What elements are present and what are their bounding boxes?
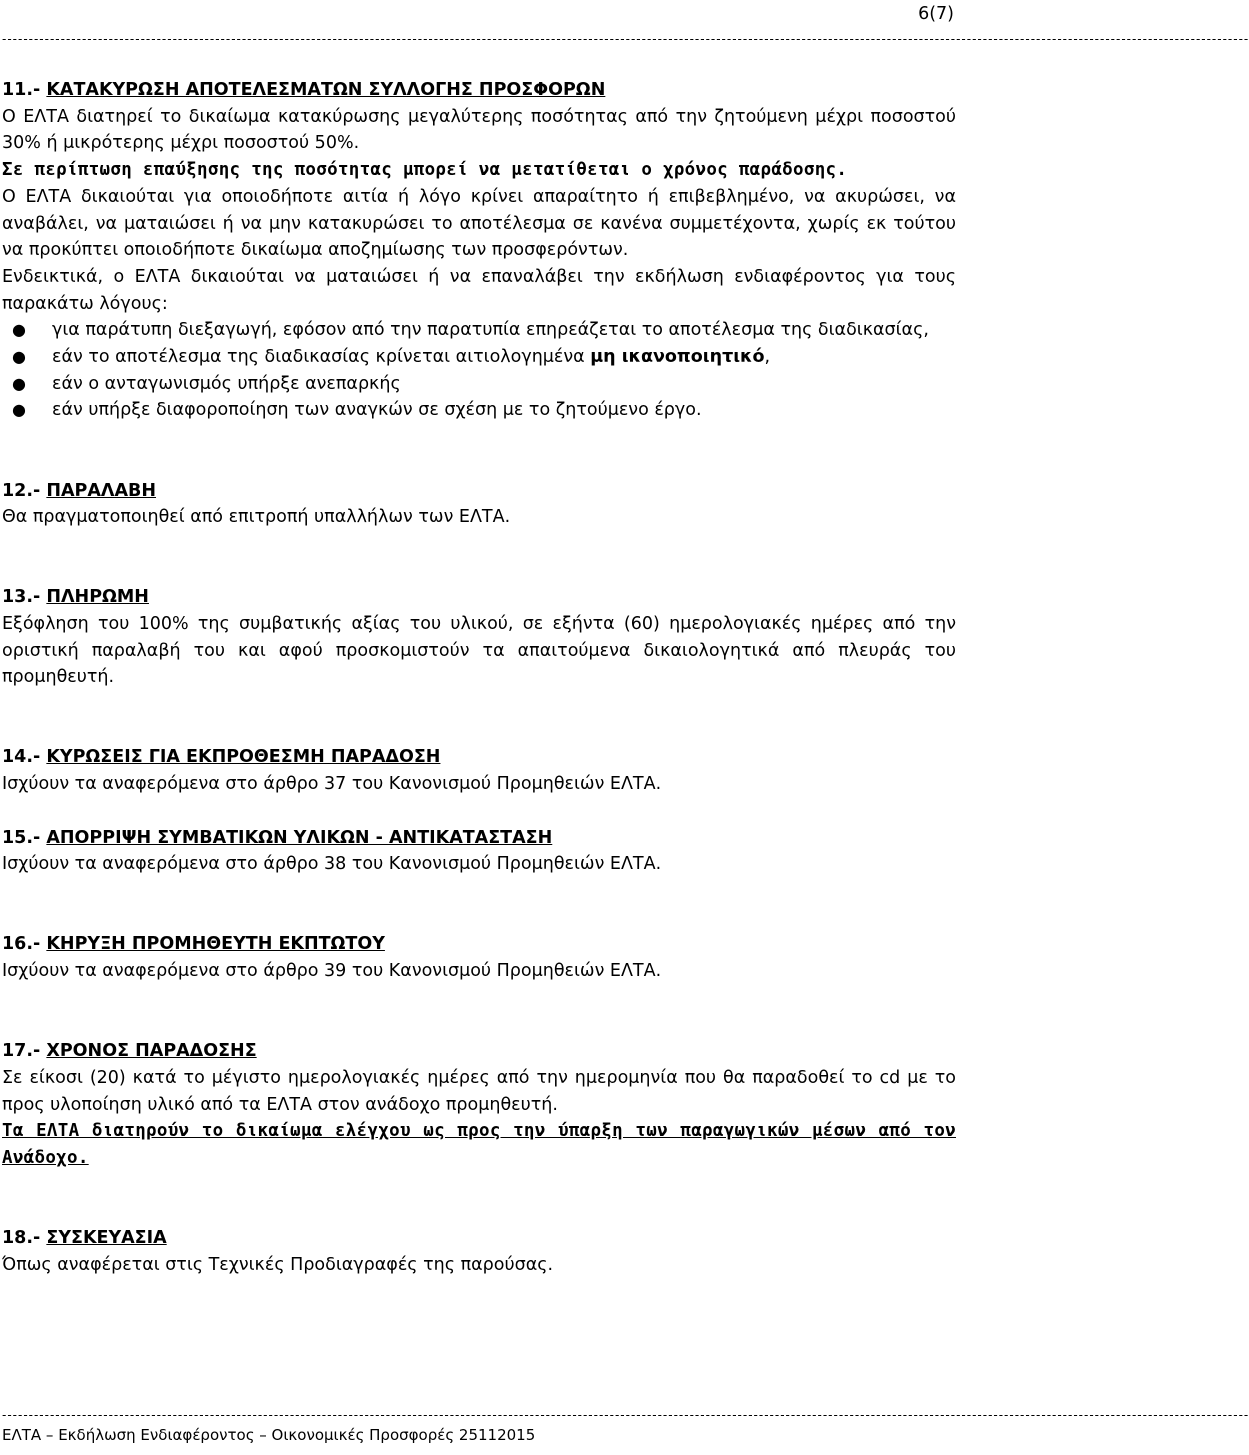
list-item-text: για παράτυπη διεξαγωγή, εφόσον από την παρατυπία επηρεάζεται το αποτέλεσμα της διαδικασίας, — [52, 320, 929, 341]
section-number: 15.- — [2, 827, 41, 848]
list-item-text: εάν ο ανταγωνισμός υπήρξε ανεπαρκής — [52, 373, 401, 394]
paragraph: Εξόφληση του 100% της συμβατικής αξίας του υλικού, σε εξήντα (60) ημερολογιακές ημέρες από την οριστική παραλαβή του και αφού προσκομιστούν τα απαιτούμενα δικαιολογητικά από πλευράς του προμηθευτή. — [2, 614, 956, 688]
section-16 — [2, 931, 956, 984]
reasons-list — [2, 317, 956, 424]
paragraph: Ο ΕΛΤΑ διατηρεί το δικαίωμα κατακύρωσης μεγαλύτερης ποσότητας από την ζητούμενη μέχρι ποσοστού 30% ή μικρότερης μέχρι ποσοστού 50%. — [2, 106, 956, 154]
paragraph-bold-underlined: Τα ΕΛΤΑ διατηρούν το δικαίωμα ελέγχου ως προς την ύπαρξη των παραγωγικών μέσων από τον Ανάδοχο. — [2, 1121, 956, 1168]
bullet-icon: ● — [12, 373, 26, 393]
bullet-icon: ● — [12, 347, 26, 367]
list-item-text: εάν το αποτέλεσμα της διαδικασίας κρίνεται αιτιολογημένα — [52, 347, 591, 368]
paragraph: Ισχύουν τα αναφερόμενα στο άρθρο 39 του Κανονισμού Προμηθειών ΕΛΤΑ. — [2, 961, 662, 982]
section-15-heading — [2, 825, 956, 852]
list-item — [2, 371, 956, 398]
section-number: 17.- — [2, 1041, 41, 1062]
paragraph: Ο ΕΛΤΑ δικαιούται για οποιοδήποτε αιτία ή λόγο κρίνει απαραίτητο ή επιβεβλημένο, να ακυρώσει, να αναβάλει, να ματαιώσει ή να μην κατακυρώσει το αποτέλεσμα σε κανένα συμμετέχοντα, χωρίς εκ τούτου να προκύπτει οποιοδήποτε δικαίωμα αποζημίωσης των προσφερόντων. — [2, 186, 956, 261]
paragraph: Ισχύουν τα αναφερόμενα στο άρθρο 38 του Κανονισμού Προμηθειών ΕΛΤΑ. — [2, 854, 662, 875]
section-title: ΚΗΡΥΞΗ ΠΡΟΜΗΘΕΥΤΗ ΕΚΠΤΩΤΟΥ — [46, 934, 385, 955]
list-item-text: , — [764, 347, 771, 368]
section-11 — [2, 77, 956, 424]
section-16-heading — [2, 931, 956, 958]
section-15 — [2, 825, 956, 878]
section-title: ΠΑΡΑΛΑΒΗ — [46, 480, 156, 501]
list-item-text: εάν υπήρξε διαφοροποίηση των αναγκών σε σχέση με το ζητούμενο έργο. — [52, 400, 702, 421]
section-title: ΣΥΣΚΕΥΑΣΙΑ — [46, 1228, 167, 1249]
footer-text: ΕΛΤΑ – Εκδήλωση Ενδιαφέροντος – Οικονομικές Προσφορές 25112015 — [2, 1426, 536, 1444]
section-number: 12.- — [2, 480, 41, 501]
section-14 — [2, 744, 956, 797]
section-13-heading — [2, 584, 956, 611]
paragraph-bold: Σε περίπτωση επαύξησης της ποσότητας μπορεί να μετατίθεται ο χρόνος παράδοσης. — [2, 160, 848, 181]
section-17 — [2, 1038, 956, 1172]
section-18 — [2, 1225, 956, 1278]
list-item — [2, 344, 956, 371]
section-number: 11.- — [2, 80, 41, 100]
section-11-heading — [2, 77, 956, 104]
section-13 — [2, 584, 956, 691]
bullet-icon: ● — [12, 320, 26, 340]
section-number: 18.- — [2, 1228, 41, 1249]
bullet-icon: ● — [12, 400, 26, 420]
section-title: ΚΥΡΩΣΕΙΣ ΓΙΑ ΕΚΠΡΟΘΕΣΜΗ ΠΑΡΑΔΟΣΗ — [46, 747, 441, 768]
section-number: 14.- — [2, 747, 41, 768]
paragraph: Σε είκοσι (20) κατά το μέγιστο ημερολογιακές ημέρες από την ημερομηνία που θα παραδοθεί το cd με το προς υλοποίηση υλικό από τα ΕΛΤΑ στον ανάδοχο προμηθευτή. — [2, 1067, 956, 1115]
section-14-heading — [2, 744, 956, 771]
section-12 — [2, 478, 956, 531]
section-title: ΧΡΟΝΟΣ ΠΑΡΑΔΟΣΗΣ — [46, 1041, 257, 1062]
section-title: ΚΑΤΑΚΥΡΩΣΗ ΑΠΟΤΕΛΕΣΜΑΤΩΝ ΣΥΛΛΟΓΗΣ ΠΡΟΣΦΟΡΩΝ — [46, 80, 606, 100]
section-17-heading — [2, 1038, 956, 1065]
section-title: ΠΛΗΡΩΜΗ — [46, 587, 149, 608]
section-12-heading — [2, 478, 956, 505]
list-item — [2, 397, 956, 424]
document-body — [2, 77, 956, 1278]
section-title: ΑΠΟΡΡΙΨΗ ΣΥΜΒΑΤΙΚΩΝ ΥΛΙΚΩΝ - ΑΝΤΙΚΑΤΑΣΤΑΣΗ — [46, 827, 553, 848]
list-item — [2, 317, 956, 344]
list-item-bold: μη ικανοποιητικό — [590, 347, 765, 368]
section-18-heading — [2, 1225, 956, 1252]
paragraph: Θα πραγματοποιηθεί από επιτροπή υπαλλήλων των ΕΛΤΑ. — [2, 507, 511, 528]
page-number: 6(7) — [918, 4, 954, 24]
paragraph: Ισχύουν τα αναφερόμενα στο άρθρο 37 του Κανονισμού Προμηθειών ΕΛΤΑ. — [2, 774, 662, 795]
paragraph: Όπως αναφέρεται στις Τεχνικές Προδιαγραφές της παρούσας. — [2, 1254, 554, 1275]
section-number: 13.- — [2, 587, 41, 608]
paragraph: Ενδεικτικά, ο ΕΛΤΑ δικαιούται να ματαιώσει ή να επαναλάβει την εκδήλωση ενδιαφέροντος για τους παρακάτω λόγους: — [2, 266, 956, 314]
header-rule: ------------------------------------------------------------------------------------------------------------------------------------------------------------------------------------------------------------------------------------------ — [2, 32, 1249, 46]
section-number: 16.- — [2, 934, 41, 955]
footer-rule: ------------------------------------------------------------------------------------------------------------------------------------------------------------------------------------------------------------------------------------------ — [2, 1408, 1249, 1422]
